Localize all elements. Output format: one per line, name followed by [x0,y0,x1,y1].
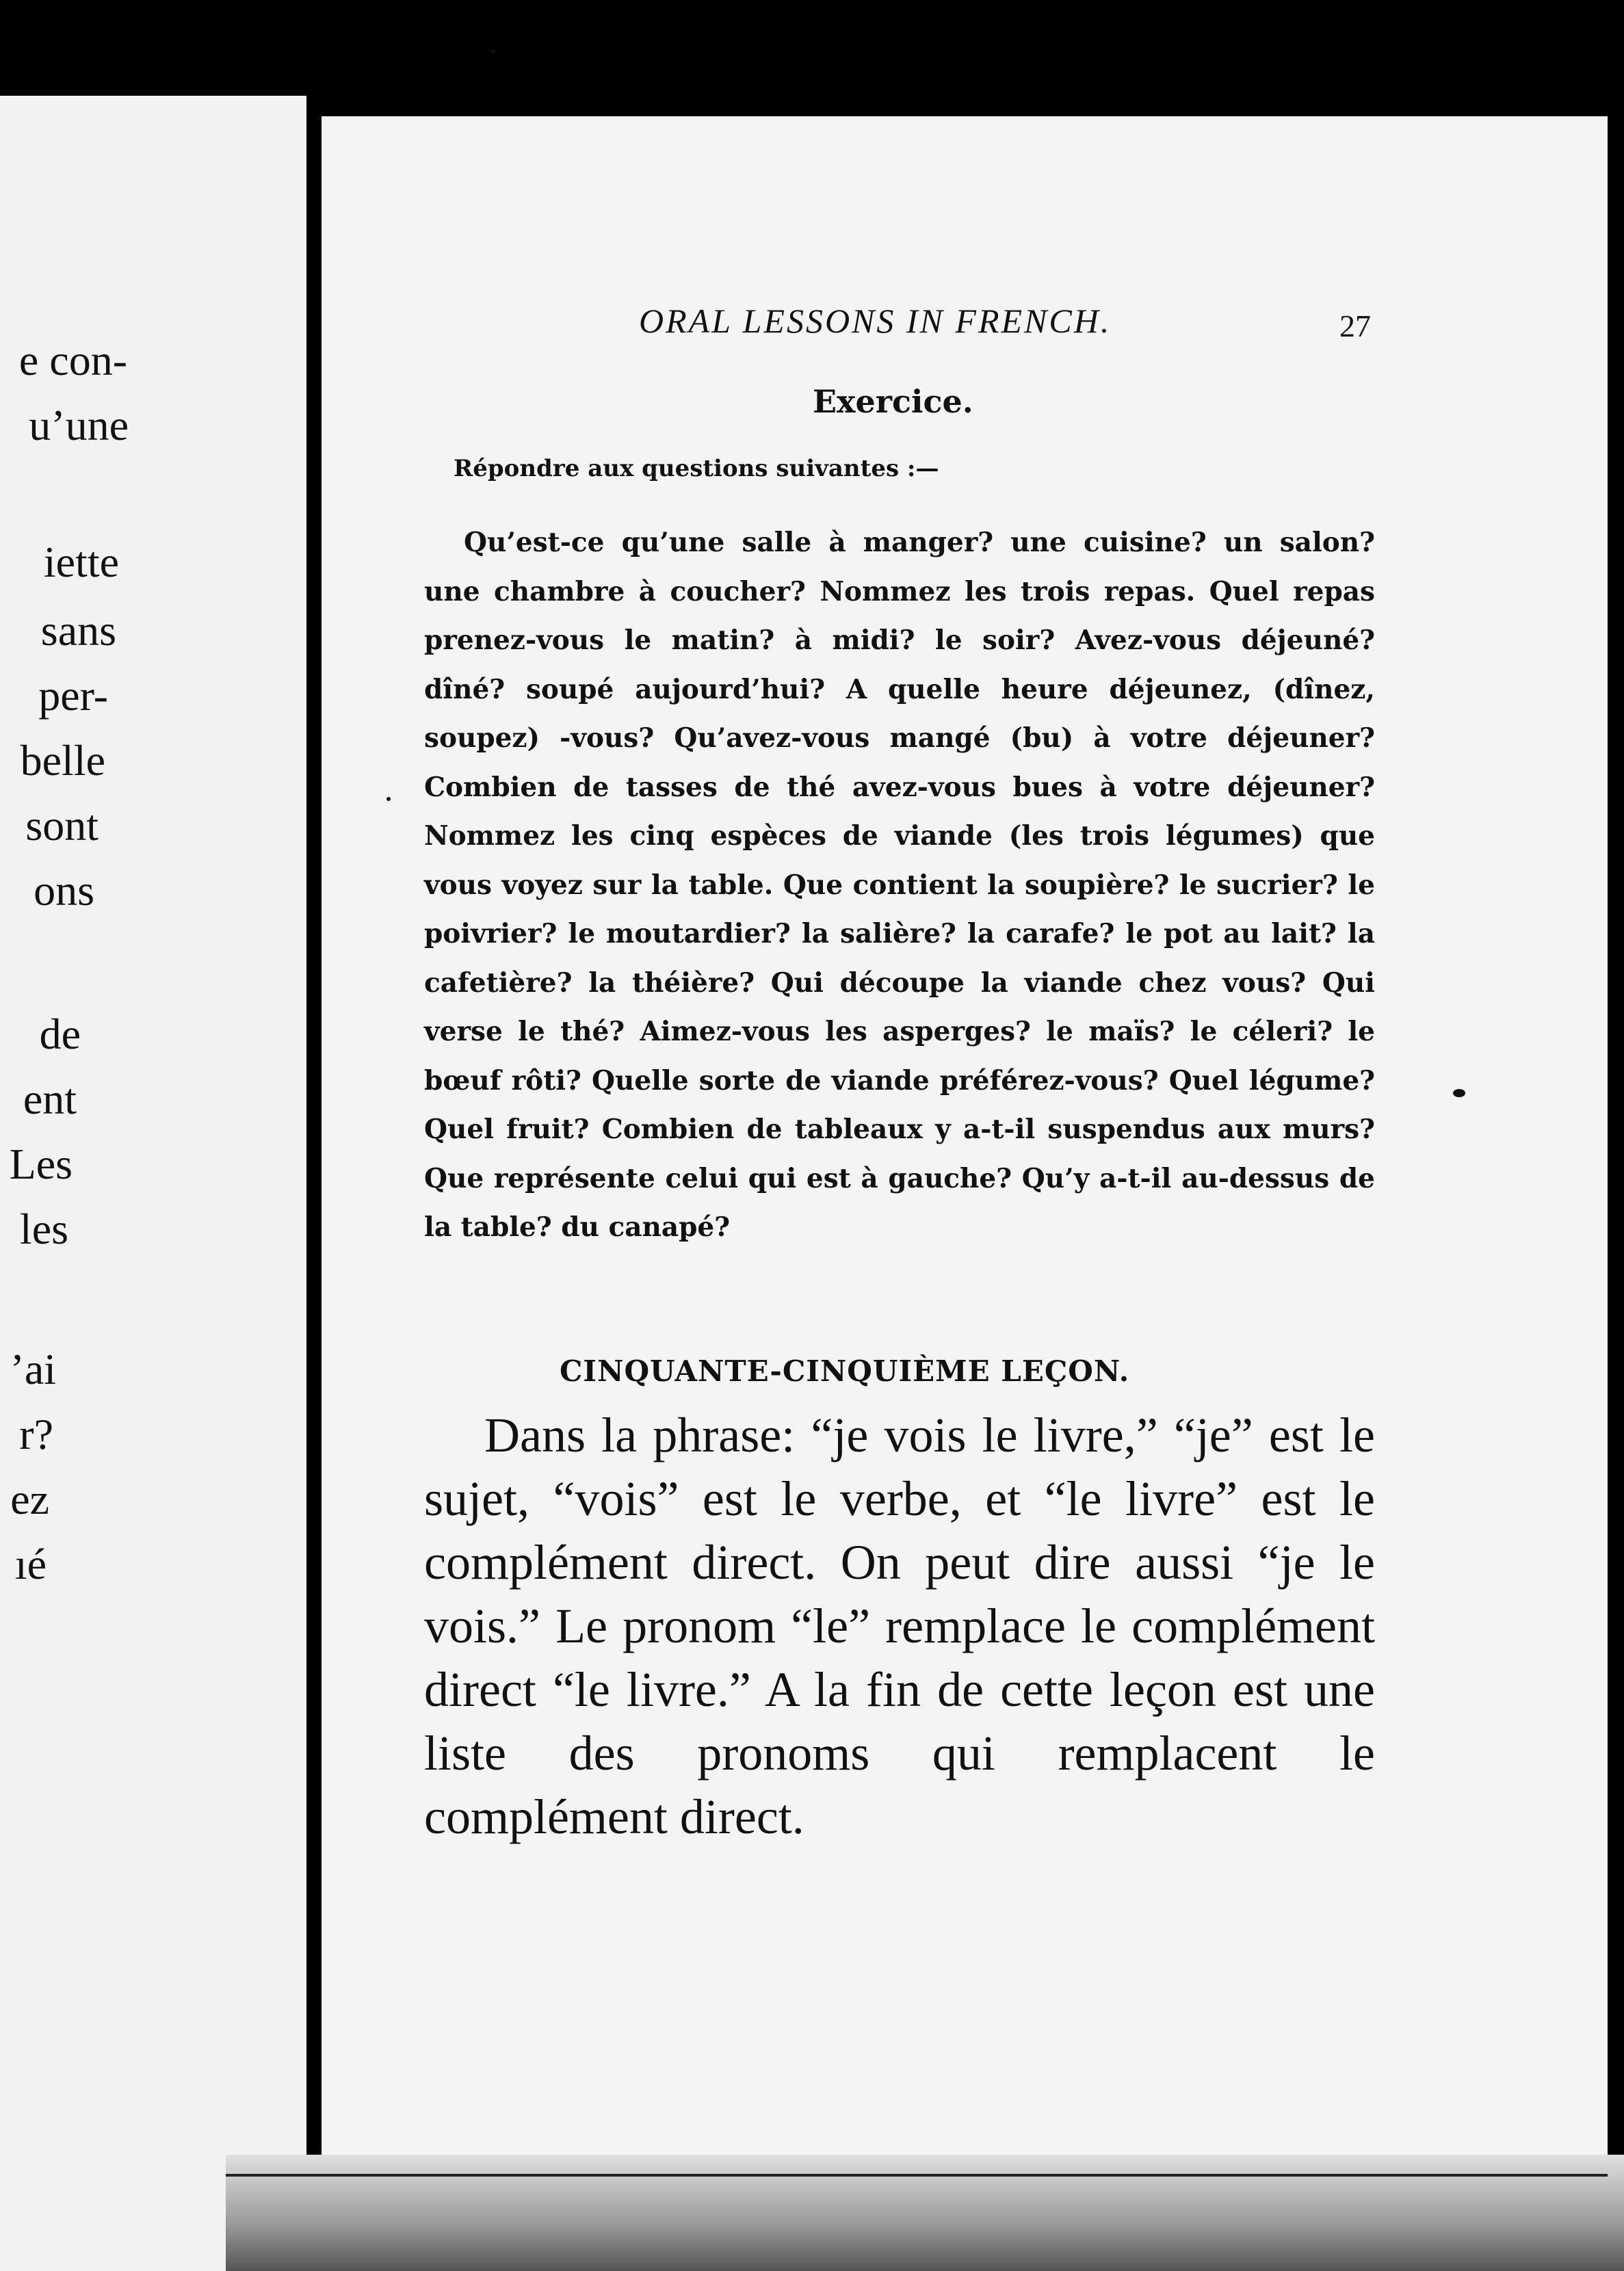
exercise-questions: Qu’est-ce qu’une salle à manger? une cuisine? un salon? une chambre à coucher? Nommez les trois repas. Quel repas prenez-vous le matin? à midi? le soir? Avez-vous déjeuné? dîné? soupé aujourd’hui? A quelle heure déjeunez, (dînez, soupez) -vous? Qu’avez-vous mangé (bu) à votre déjeuner? Combien de tasses de thé avez-vous bues à votre déjeuner? Nommez les cinq espèces de viande (les trois légumes) que vous voyez sur la table. Que contient la soupière? le sucrier? le poivrier? le moutardier? la salière? la carafe? le pot au lait? la cafetière? la théière? Qui découpe la viande chez vous? Qui verse le thé? Aimez-vous les asperges? le maïs? le céleri? le bœuf rôti? Quelle sorte de viande préférez-vous? Quel légume? Quel fruit? Combien de tableaux y a-t-il suspendus aux murs? Que représente celui qui est à gauche? Qu’y a-t-il au-dessus de la table? du canapé? [424,527,1375,1243]
scan-border-right [1608,103,1624,2271]
left-fragment: les [19,1205,68,1253]
scan-border-bottom [226,2155,1624,2271]
scan-speck [387,797,391,801]
lesson-title: CINQUANTE-CINQUIÈME LEÇON. [560,1354,1130,1388]
left-fragment: per- [38,671,108,720]
lesson-paragraph: Dans la phrase: “je vois le livre,” “je” est le sujet, “vois” est le verbe, et “le livre” est le complément direct. On peut dire aussi “je le vois.” Le pronom “le” remplace le complément direct “le livre.” A la fin de cette leçon est une liste des pronoms qui remplacent le complément direct. [424,1408,1375,1844]
scan-speck [491,49,495,53]
exercise-instruction: Répondre aux questions suivantes :— [454,455,939,482]
exercise-title: Exercice. [813,383,973,420]
running-head: ORAL LESSONS IN FRENCH. [639,302,1112,340]
left-fragment: ’ai [10,1345,56,1393]
left-fragment: u’une [29,401,129,449]
scan-speck [1453,1089,1465,1097]
left-fragment: e con- [18,336,127,384]
left-fragment: r? [19,1410,53,1458]
left-fragment: ent [23,1075,77,1123]
left-fragment: ons [34,866,94,915]
left-fragment: ıé [14,1540,47,1588]
left-fragment: sans [40,606,116,655]
page-number: 27 [1339,309,1371,343]
left-fragment: Les [9,1140,73,1188]
left-fragment: de [39,1010,81,1058]
left-fragment: ez [10,1475,49,1523]
left-fragment: iette [43,538,119,586]
scan-border-top [0,0,1624,103]
page-gutter [306,109,322,2271]
left-fragment: sont [25,801,99,850]
left-fragment: belle [20,736,105,785]
page-bottom-edge [226,2174,1608,2177]
